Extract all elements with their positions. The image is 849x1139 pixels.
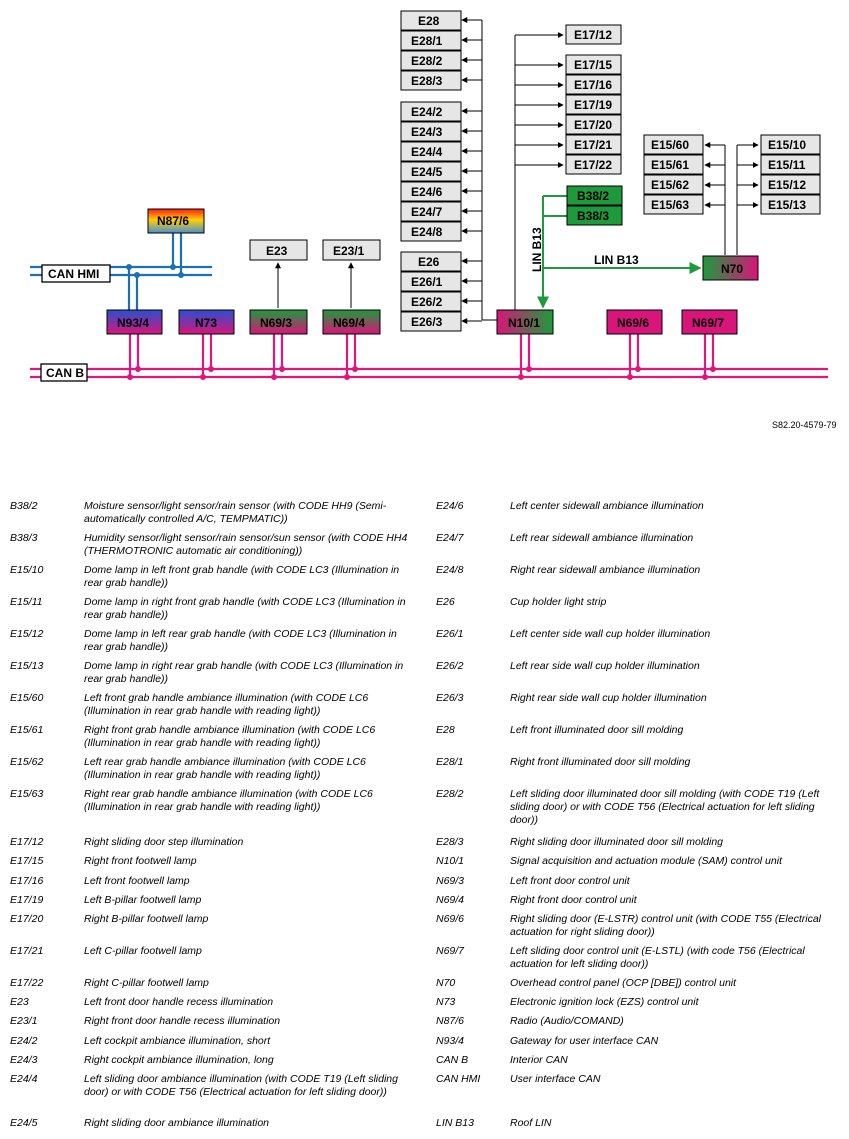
box-e17-15 [566, 55, 621, 74]
legend-description: Humidity sensor/light sensor/rain sensor/sun sensor (with CODE HH4 (THERMOTRONIC automatic air conditioning)) [84, 532, 408, 557]
box-e28 [401, 11, 461, 30]
legend-description: Right rear sidewall ambiance illumination [510, 564, 701, 576]
box-n10-1 [497, 310, 553, 334]
svg-text:N73: N73 [195, 316, 218, 330]
box-e24-4 [401, 142, 461, 161]
legend-code: E28/3 [436, 836, 464, 848]
legend-code: E24/2 [10, 1035, 38, 1047]
legend-description: Gateway for user interface CAN [510, 1035, 659, 1047]
box-e24-7 [401, 202, 461, 221]
can-b-label: CAN B [46, 366, 84, 380]
svg-text:N69/6: N69/6 [617, 316, 650, 330]
box-e23 [250, 240, 307, 260]
legend-code: E17/21 [10, 945, 44, 957]
legend-code: CAN HMI [436, 1073, 481, 1085]
svg-text:E15/12: E15/12 [768, 178, 807, 192]
legend-code: E15/62 [10, 756, 44, 768]
figure-reference: S82.20-4579-79 [772, 420, 837, 430]
svg-text:N69/3: N69/3 [260, 316, 293, 330]
legend-description: Right front illuminated door sill molding [510, 756, 691, 768]
legend-code: E15/61 [10, 724, 44, 736]
legend-code: E24/8 [436, 564, 464, 576]
svg-text:E17/21: E17/21 [574, 138, 613, 152]
legend-description: Roof LIN [510, 1117, 552, 1129]
box-e17-20 [566, 115, 621, 134]
box-e24-3 [401, 122, 461, 141]
legend-code: E17/16 [10, 875, 44, 887]
legend-code: E24/6 [436, 500, 464, 512]
legend-code: E24/4 [10, 1073, 38, 1085]
legend-code: B38/2 [10, 500, 38, 512]
legend-description: Right sliding door (E-LSTR) control unit (with CODE T55 (Electrical actuation for right sliding door)) [510, 913, 822, 938]
box-e17-19 [566, 95, 621, 114]
svg-text:E24/6: E24/6 [411, 185, 443, 199]
legend-description: Right sliding door ambiance illumination [84, 1117, 270, 1129]
legend-description: Right front door control unit [510, 894, 637, 906]
legend-code: E26/1 [436, 628, 464, 640]
svg-text:E17/16: E17/16 [574, 78, 613, 92]
legend-code: E23/1 [10, 1015, 38, 1027]
svg-text:E17/20: E17/20 [574, 118, 613, 132]
legend-description: Left center sidewall ambiance illumination [510, 500, 704, 512]
svg-text:E23: E23 [266, 244, 288, 258]
box-e24-2 [401, 102, 461, 121]
legend-code: B38/3 [10, 532, 38, 544]
legend-code: E15/60 [10, 692, 44, 704]
legend-description: Right cockpit ambiance illumination, long [84, 1054, 274, 1066]
legend-description: Right front door handle recess illumination [84, 1015, 281, 1027]
legend-code: N69/7 [436, 945, 465, 957]
legend-description: Electronic ignition lock (EZS) control unit [510, 996, 699, 1008]
can-b-tag [41, 364, 87, 381]
legend-code: E17/20 [10, 913, 44, 925]
legend-code: N69/3 [436, 875, 465, 887]
svg-text:E15/62: E15/62 [651, 178, 690, 192]
legend-description: Interior CAN [510, 1054, 568, 1066]
svg-text:E28/2: E28/2 [411, 54, 443, 68]
legend-description: Dome lamp in left rear grab handle (with CODE LC3 (Illumination in rear grab handle)) [84, 628, 397, 653]
legend-code: E24/3 [10, 1054, 38, 1066]
wiring-diagram [0, 0, 849, 440]
legend-description: Radio (Audio/COMAND) [510, 1015, 624, 1027]
can-hmi-tag [42, 265, 110, 282]
legend-code: LIN B13 [436, 1117, 474, 1129]
box-e28-1 [401, 31, 461, 50]
svg-text:E24/4: E24/4 [411, 145, 443, 159]
svg-text:E24/5: E24/5 [411, 165, 443, 179]
legend-code: E17/19 [10, 894, 44, 906]
box-n69-3 [250, 310, 307, 334]
legend-code: E17/12 [10, 836, 44, 848]
legend-code: E15/63 [10, 788, 44, 800]
box-e15-62 [644, 175, 703, 194]
box-e15-13 [761, 195, 820, 214]
box-e17-12 [566, 25, 621, 44]
legend-description: Signal acquisition and actuation module (SAM) control unit [510, 855, 782, 867]
svg-text:B38/3: B38/3 [577, 209, 610, 223]
box-n69-4 [323, 310, 380, 334]
legend-description: Left front door control unit [510, 875, 630, 887]
svg-text:E15/63: E15/63 [651, 198, 690, 212]
svg-text:N69/7: N69/7 [692, 316, 725, 330]
legend-description: Right front footwell lamp [84, 855, 197, 867]
box-e15-60 [644, 135, 703, 154]
legend-description: Left front grab handle ambiance illumination (with CODE LC6 (Illumination in rear grab handle with reading light)) [84, 692, 369, 717]
legend-description: Dome lamp in left front grab handle (with CODE LC3 (Illumination in rear grab handle)) [84, 564, 400, 589]
legend-code: E15/10 [10, 564, 44, 576]
box-e15-11 [761, 155, 820, 174]
svg-text:E23/1: E23/1 [333, 244, 365, 258]
box-e17-22 [566, 155, 621, 174]
legend-code: N69/6 [436, 913, 465, 925]
legend-description: Right B-pillar footwell lamp [84, 913, 209, 925]
legend-description: Moisture sensor/light sensor/rain sensor (with CODE HH9 (Semi-automatically controlled A/C, TEMPMATIC)) [84, 500, 387, 525]
svg-text:E15/60: E15/60 [651, 138, 690, 152]
box-n93-4 [107, 310, 162, 334]
legend-description: Right rear side wall cup holder illumination [510, 692, 707, 704]
box-e24-5 [401, 162, 461, 181]
svg-text:E26/1: E26/1 [411, 275, 443, 289]
box-e24-8 [401, 222, 461, 241]
box-e26-3 [401, 312, 461, 331]
legend-description: Left rear grab handle ambiance illumination (with CODE LC6 (Illumination in rear grab handle with reading light)) [84, 756, 366, 781]
svg-text:E28: E28 [418, 14, 440, 28]
box-b38-2 [567, 186, 622, 205]
box-e26 [401, 252, 461, 271]
legend-description: Left rear side wall cup holder illumination [510, 660, 700, 672]
svg-text:E15/10: E15/10 [768, 138, 807, 152]
legend-code: E24/5 [10, 1117, 38, 1129]
legend-description: Left B-pillar footwell lamp [84, 894, 202, 906]
left-box-connections [462, 20, 497, 321]
legend-description: Right sliding door illuminated door sill molding [510, 836, 724, 848]
legend-code: E23 [10, 996, 29, 1008]
svg-text:E26: E26 [418, 255, 440, 269]
svg-text:N87/6: N87/6 [157, 214, 190, 228]
box-e15-12 [761, 175, 820, 194]
svg-text:N10/1: N10/1 [508, 316, 541, 330]
legend-description: Right front grab handle ambiance illumination (with CODE LC6 (Illumination in rear grab handle with reading light)) [84, 724, 376, 749]
legend-description: Left front illuminated door sill molding [510, 724, 684, 736]
svg-text:E24/8: E24/8 [411, 225, 443, 239]
can-hmi-label: CAN HMI [48, 267, 100, 281]
legend-code: E26/3 [436, 692, 464, 704]
legend-description: Left front footwell lamp [84, 875, 190, 887]
legend-code: N93/4 [436, 1035, 465, 1047]
legend-description: Left sliding door ambiance illumination (with CODE T19 (Left sliding door) or with CODE T56 (Electrical actuation for left sliding door)) [84, 1073, 398, 1098]
legend-code: E15/13 [10, 660, 44, 672]
box-n87-6 [148, 209, 204, 233]
svg-text:E15/11: E15/11 [768, 158, 806, 172]
svg-text:E28/1: E28/1 [411, 34, 443, 48]
svg-text:E28/3: E28/3 [411, 74, 443, 88]
legend-code: N70 [436, 977, 456, 989]
box-b38-3 [567, 206, 622, 225]
box-n69-7 [682, 310, 737, 334]
legend-description: Dome lamp in right rear grab handle (with CODE LC3 (Illumination in rear grab handle)) [84, 660, 404, 685]
legend-description: Right C-pillar footwell lamp [84, 977, 209, 989]
box-e26-2 [401, 292, 461, 311]
legend-code: E17/22 [10, 977, 44, 989]
legend-code: E24/7 [436, 532, 464, 544]
legend-description: Left C-pillar footwell lamp [84, 945, 202, 957]
legend-code: N10/1 [436, 855, 465, 867]
svg-text:E24/7: E24/7 [411, 205, 443, 219]
e23-connections [278, 263, 351, 308]
legend-code: E28/1 [436, 756, 464, 768]
svg-text:N93/4: N93/4 [117, 316, 150, 330]
legend-code: N87/6 [436, 1015, 465, 1027]
legend-code: E15/12 [10, 628, 44, 640]
legend-description: Left cockpit ambiance illumination, short [84, 1035, 271, 1047]
svg-text:N69/4: N69/4 [333, 316, 366, 330]
box-e15-63 [644, 195, 703, 214]
svg-text:E26/3: E26/3 [411, 315, 443, 329]
can-b-bus [30, 334, 828, 377]
svg-text:E15/13: E15/13 [768, 198, 807, 212]
box-n73 [179, 310, 234, 334]
legend-description: Left sliding door illuminated door sill molding (with CODE T19 (Left sliding door) or with CODE T56 (Electrical actuation for left sliding door)) [510, 788, 820, 826]
box-e17-21 [566, 135, 621, 154]
legend-code: E26/2 [436, 660, 464, 672]
legend-description: Overhead control panel (OCP [DBE]) control unit [510, 977, 737, 989]
svg-text:E15/61: E15/61 [651, 158, 690, 172]
svg-text:E17/19: E17/19 [574, 98, 613, 112]
box-n70 [703, 256, 758, 280]
svg-text:N70: N70 [721, 262, 744, 276]
legend-code: E15/11 [10, 596, 43, 608]
box-e15-61 [644, 155, 703, 174]
svg-text:E26/2: E26/2 [411, 295, 443, 309]
box-e24-6 [401, 182, 461, 201]
legend-description: Left rear sidewall ambiance illumination [510, 532, 694, 544]
box-e15-10 [761, 135, 820, 154]
legend-description: Right sliding door step illumination [84, 836, 244, 848]
box-e28-3 [401, 71, 461, 90]
box-e26-1 [401, 272, 461, 291]
legend-code: E26 [436, 596, 455, 608]
svg-text:E17/15: E17/15 [574, 58, 613, 72]
box-e23-1 [323, 240, 380, 260]
lin-b13-label: LIN B13 [594, 253, 639, 267]
legend-code: N73 [436, 996, 456, 1008]
box-n69-6 [607, 310, 662, 334]
svg-text:E24/3: E24/3 [411, 125, 443, 139]
legend-code: N69/4 [436, 894, 465, 906]
legend-description: Cup holder light strip [510, 596, 607, 608]
legend-description: Right rear grab handle ambiance illumination (with CODE LC6 (Illumination in rear grab handle with reading light)) [84, 788, 373, 813]
legend-description: Left front door handle recess illumination [84, 996, 274, 1008]
box-e17-16 [566, 75, 621, 94]
lin-b13-label-vertical: LIN B13 [530, 227, 544, 272]
svg-text:B38/2: B38/2 [577, 189, 610, 203]
e15-connections [705, 145, 758, 255]
svg-text:E24/2: E24/2 [411, 105, 443, 119]
legend-description: Left sliding door control unit (E-LSTL) (with code T56 (Electrical actuation for left sliding door)) [510, 945, 805, 970]
legend-code: E28/2 [436, 788, 464, 800]
legend-code: E28 [436, 724, 455, 736]
legend-description: Dome lamp in right front grab handle (with CODE LC3 (Illumination in rear grab handle)) [84, 596, 406, 621]
legend-description: User interface CAN [510, 1073, 601, 1085]
box-e28-2 [401, 51, 461, 70]
legend-description: Left center side wall cup holder illumination [510, 628, 711, 640]
legend-code: E17/15 [10, 855, 44, 867]
legend-code: CAN B [436, 1054, 469, 1066]
svg-text:E17/22: E17/22 [574, 158, 613, 172]
svg-text:E17/12: E17/12 [574, 28, 613, 42]
